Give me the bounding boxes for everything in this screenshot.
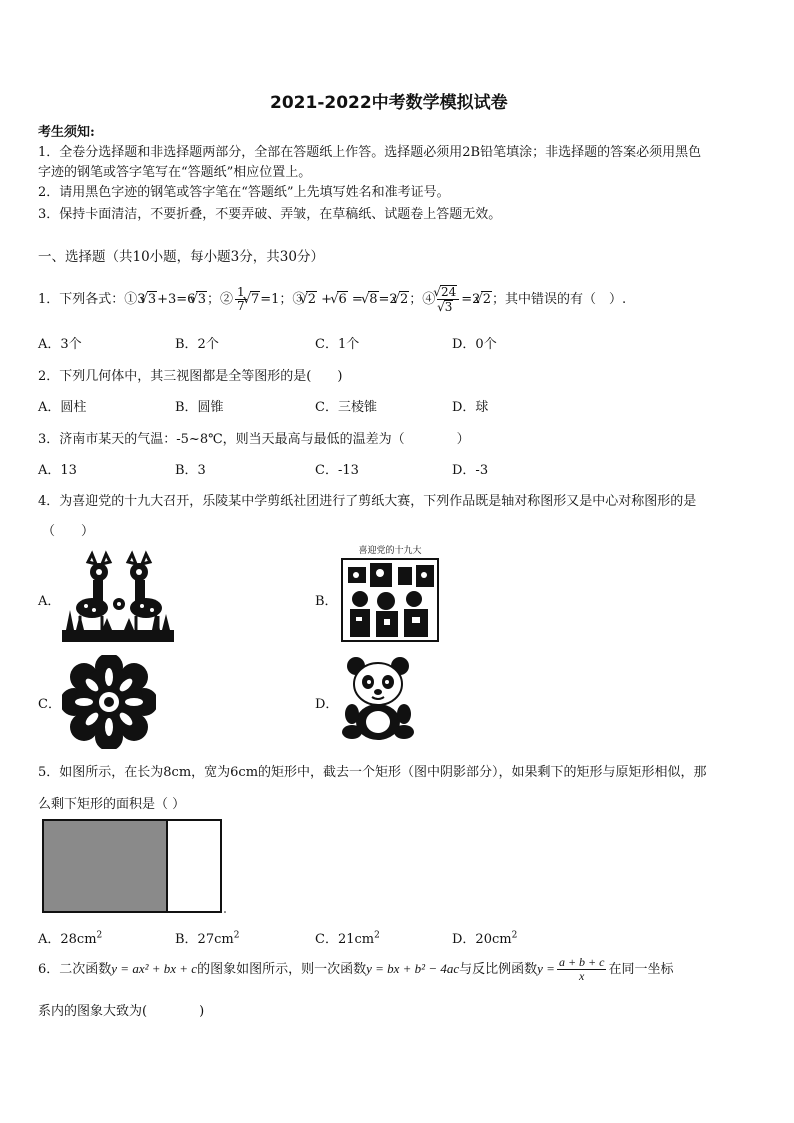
flower-papercut-image[interactable] [62,655,156,749]
option-a[interactable] [38,928,102,947]
inverse-formula-lhs: y = [537,961,555,977]
rectangle-diagram [42,819,228,915]
q1-text: ；其中错误的有（ ）. [491,292,627,308]
banner-text: 喜迎党的十九大 [358,546,422,556]
q1-text: +3=6 [157,292,196,308]
option-a[interactable]: A．3个 [38,337,82,352]
q6-text: 的图象如图所示，则一次函数 [197,962,367,978]
option-c[interactable]: C．1个 [315,337,360,352]
option-d[interactable] [452,928,517,947]
sqrt-2: √ 2 [399,291,410,307]
option-c-text: C．21cm [315,932,375,947]
sqrt-7: √ 7 [250,291,261,307]
inverse-formula-fraction [557,956,607,983]
quadratic-formula: y = ax² + bx + c [111,961,198,977]
sqrt-3: √ 3 [147,291,158,307]
q1-text: ；④ [409,292,436,308]
question-1: 1．下列各式：①3√ 3+3=6√ 3；② $\frac{1}{7}$ √ 7=1；③√ 2 + √ 6 = √ 8=2√ 2；④ √ 24 √ 3 =2√ 2；其中错误的有（ ）. [38,285,626,314]
question-6-line2: 系内的图象大致为( ) [38,1004,205,1019]
linear-formula: y = bx + b² − 4ac [366,961,460,977]
option-d[interactable]: D． [315,697,339,712]
q1-text: =2 [461,292,481,308]
option-b[interactable]: B．圆锥 [175,400,224,415]
sqrt-6: √ 6 [337,291,348,307]
q1-text: ；② [207,292,234,308]
option-d[interactable]: D．球 [452,400,489,415]
option-d[interactable]: D．0个 [452,337,497,352]
notice-line: 1．全卷分选择题和非选择题两部分，全部在答题纸上作答。选择题必须用2B铅笔填涂；非选择题的答案必须用黑色 [38,145,702,160]
q6-text: 在同一坐标 [608,962,674,978]
panda-papercut-image[interactable] [342,656,414,742]
option-a[interactable]: A．圆柱 [38,400,87,415]
unit-exponent: 2 [511,930,518,941]
option-a[interactable]: A．13 [38,463,77,478]
fraction-numerator: a + b + c [558,955,605,969]
question-4-bracket: （ ） [42,524,95,539]
fraction-denominator: x [579,969,585,984]
q1-text: =2 [378,292,398,308]
banner-figures-icon [340,557,440,643]
question-3: 3．济南市某天的气温：-5~8℃，则当天最高与最低的温差为（ ） [38,432,470,447]
page-title: 2021-2022中考数学模拟试卷 [270,93,508,113]
question-4: 4．为喜迎党的十九大召开，乐陵某中学剪纸社团进行了剪纸大赛，下列作品既是轴对称图形又是中心对称图形的是 [38,494,697,509]
fraction-sqrt24-sqrt3: √ 24 √ 3 [437,285,459,314]
unit-exponent: 2 [233,930,240,941]
option-c[interactable] [315,928,380,947]
unit-exponent: 2 [96,930,103,941]
notice-line: 字迹的钢笔或答字笔写在“答题纸”相应位置上。 [38,165,312,180]
question-2: 2．下列几何体中，其三视图都是全等图形的是( ) [38,369,343,384]
fraction-one-seventh: $\frac{1}{7}$ [237,285,245,314]
option-c[interactable]: C． [38,697,61,712]
sqrt-2: √ 2 [306,291,317,307]
notice-heading: 考生须知: [38,125,95,140]
option-c[interactable]: C．三棱锥 [315,400,377,415]
q6-text: 与反比例函数 [459,962,538,978]
q1-text: =1；③ [260,292,306,308]
deer-papercut-image[interactable] [62,550,174,642]
unit-exponent: 2 [374,930,380,941]
option-a-text: A．28cm [38,932,97,947]
notice-line: 2．请用黑色字迹的钢笔或答字笔在“答题纸”上先填写姓名和准考证号。 [38,185,450,200]
option-b[interactable]: B．2个 [175,337,219,352]
question-5-line2: 么剩下矩形的面积是（ ） [38,797,186,812]
question-6 [38,956,673,983]
section-heading: 一、选择题（共10小题，每小题3分，共30分） [38,249,324,265]
sqrt-2: √ 2 [481,291,492,307]
sqrt-3: √ 3 [196,291,207,307]
option-b[interactable] [175,928,239,947]
notice-line: 3．保持卡面清洁，不要折叠，不要弄破、弄皱，在草稿纸、试题卷上答题无效。 [38,207,502,222]
option-a[interactable]: A． [38,594,61,609]
option-b[interactable]: B．3 [175,463,206,478]
party-banner-papercut-image[interactable] [340,545,440,643]
option-b-text: B．27cm [175,932,234,947]
sqrt-8: √ 8 [368,291,379,307]
question-5: 5．如图所示，在长为8cm，宽为6cm的矩形中，截去一个矩形（图中阴影部分），如果剩下的矩形与原矩形相似，那 [38,765,707,780]
q1-text: 1．下列各式：①3 [38,292,146,308]
option-b[interactable]: B． [315,594,338,609]
option-c[interactable]: C．-13 [315,463,359,478]
option-d-text: D．20cm [452,932,512,947]
q6-text: 6．二次函数 [38,962,112,978]
option-d[interactable]: D．-3 [452,463,489,478]
